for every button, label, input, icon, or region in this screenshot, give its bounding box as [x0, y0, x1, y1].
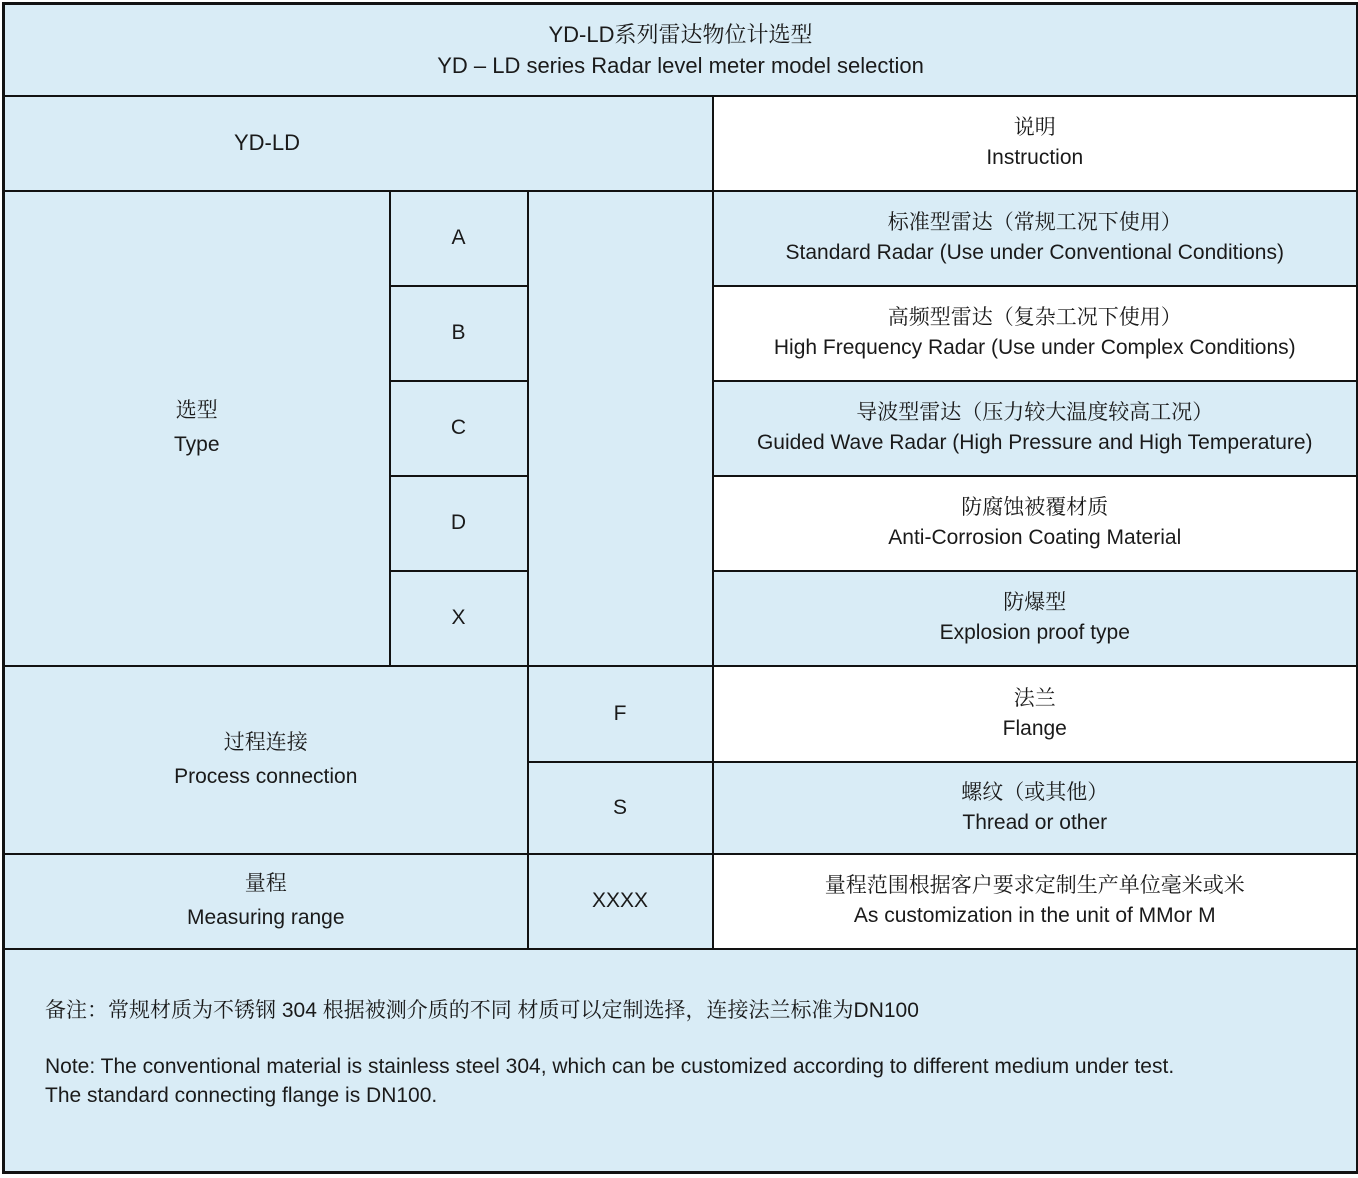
option-desc-d-zh: 防腐蚀被覆材质	[961, 496, 1109, 519]
footnote	[4, 949, 1358, 1173]
model-selection-sheet	[0, 2, 1358, 1178]
footnote-zh: 备注：常规材质为不锈钢 304 根据被测介质的不同 材质可以定制选择，连接法兰标准为DN100	[45, 998, 919, 1022]
model-selection-table	[2, 2, 1358, 1174]
option-desc-xxxx-zh: 量程范围根据客户要求定制生产单位毫米或米	[824, 874, 1245, 897]
option-desc-b-zh: 高频型雷达（复杂工况下使用）	[887, 306, 1182, 329]
option-desc-s-en: Thread or other	[962, 810, 1108, 834]
type-spacer-cell	[528, 191, 713, 666]
option-desc-xxxx-en: As customization in the unit of MMor M	[853, 904, 1216, 927]
model-code: YD-LD	[233, 130, 300, 155]
option-code-x: X	[390, 571, 528, 666]
page-title-zh: YD-LD系列雷达物位计选型	[548, 21, 813, 47]
group-label-measuring-range	[4, 854, 528, 949]
option-code-a: A	[390, 191, 528, 286]
group-label-process-connection-en: Process connection	[174, 764, 358, 788]
option-desc-x-en: Explosion proof type	[939, 621, 1130, 644]
option-desc-c-zh: 导波型雷达（压力较大温度较高工况）	[856, 401, 1214, 424]
option-code-c: C	[390, 381, 528, 476]
group-label-process-connection	[4, 666, 528, 854]
page-title-en: YD – LD series Radar level meter model selection	[437, 52, 924, 78]
option-code-b: B	[390, 286, 528, 381]
option-desc-a-en: Standard Radar (Use under Conventional Conditions)	[785, 241, 1284, 264]
instruction-header-zh: 说明	[1013, 116, 1056, 139]
option-desc-s	[713, 762, 1358, 854]
option-desc-b	[713, 286, 1358, 381]
option-desc-x	[713, 571, 1358, 666]
group-label-measuring-range-en: Measuring range	[186, 906, 345, 929]
option-desc-xxxx	[713, 854, 1358, 949]
option-desc-b-en: High Frequency Radar (Use under Complex Conditions)	[773, 336, 1296, 359]
option-code-d: D	[390, 476, 528, 571]
instruction-header-en: Instruction	[986, 146, 1084, 169]
page-title	[4, 4, 1358, 96]
option-desc-a-zh: 标准型雷达（常规工况下使用）	[887, 211, 1182, 234]
option-desc-s-zh: 螺纹（或其他）	[961, 780, 1109, 804]
option-code-s: S	[528, 762, 713, 854]
option-desc-d-en: Anti-Corrosion Coating Material	[888, 526, 1182, 549]
group-label-type-zh: 选型	[175, 399, 218, 422]
footnote-en-line2: The standard connecting flange is DN100.	[45, 1083, 438, 1107]
group-label-process-connection-zh: 过程连接	[223, 730, 308, 754]
option-desc-f	[713, 666, 1358, 762]
instruction-header	[713, 96, 1358, 191]
model-code-cell	[4, 96, 713, 191]
option-code-f: F	[528, 666, 713, 762]
option-desc-f-zh: 法兰	[1013, 686, 1056, 710]
footnote-en	[45, 1052, 1316, 1110]
group-label-type	[4, 191, 390, 666]
option-desc-c-en: Guided Wave Radar (High Pressure and High Temperature)	[756, 431, 1313, 454]
option-desc-d	[713, 476, 1358, 571]
group-label-measuring-range-zh: 量程	[244, 872, 287, 895]
group-label-type-en: Type	[173, 433, 220, 456]
option-desc-c	[713, 381, 1358, 476]
option-desc-f-en: Flange	[1002, 716, 1067, 740]
footnote-en-line1: Note: The conventional material is stainless steel 304, which can be customized according to different medium under test.	[45, 1054, 1175, 1078]
option-desc-a	[713, 191, 1358, 286]
option-desc-x-zh: 防爆型	[1003, 591, 1067, 614]
option-code-xxxx: XXXX	[528, 854, 713, 949]
